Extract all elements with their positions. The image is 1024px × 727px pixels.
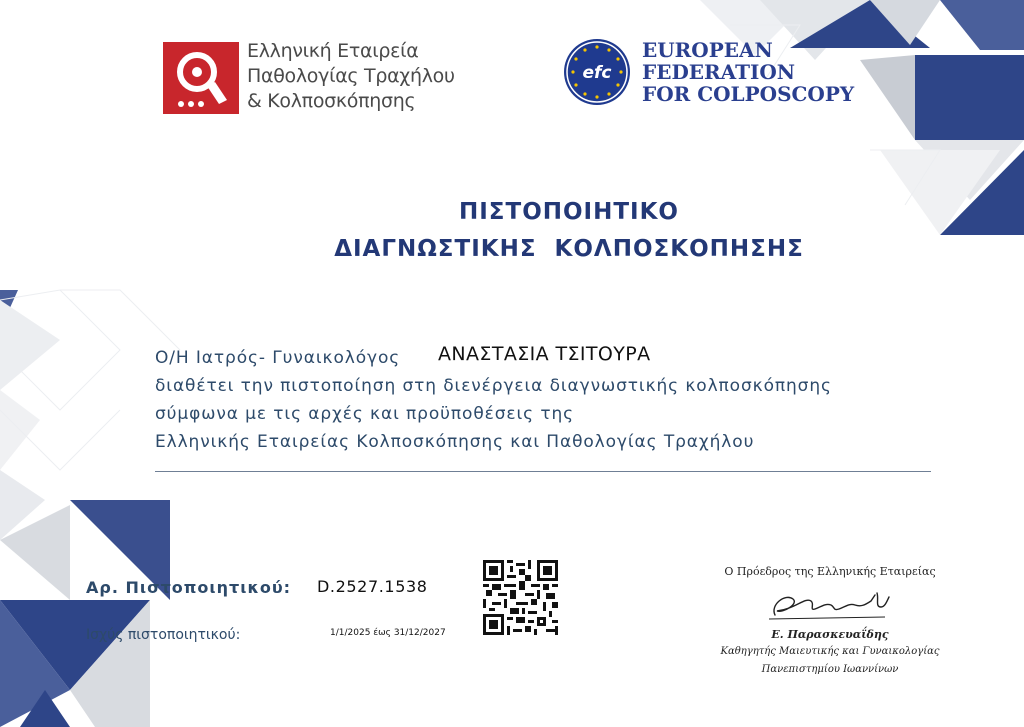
- hsptc-line3: & Κολποσκόπησης: [247, 90, 416, 112]
- signature-name: Ε. Παρασκευαΐδης: [771, 628, 889, 641]
- signature-role-line2: Πανεπιστημίου Ιωαννίνων: [761, 664, 899, 675]
- efc-logo-icon: [563, 38, 631, 106]
- certificate-number-value: D.2527.1538: [317, 577, 428, 596]
- doctor-name: ΑΝΑΣΤΑΣΙΑ ΤΣΙΤΟΥΡΑ: [438, 343, 651, 365]
- efc-badge-text: efc: [582, 63, 612, 83]
- validity-label: Ισχύς πιστοποιητικού:: [86, 627, 241, 643]
- left-triangles: [0, 290, 170, 727]
- hsptc-logo-icon: [163, 42, 239, 114]
- body-line-4: Ελληνικής Εταιρείας Κολποσκόπησης και Παθολογίας Τραχήλου: [155, 432, 755, 452]
- efc-line2: FEDERATION: [642, 60, 796, 84]
- handwritten-signature: [765, 585, 905, 625]
- certificate-number-label: Αρ. Πιστοποιητικού:: [86, 578, 292, 597]
- certificate-title-line1: ΠΙΣΤΟΠΟΙΗΤΙΚΟ: [459, 199, 679, 225]
- hsptc-line2: Παθολογίας Τραχήλου: [247, 65, 455, 87]
- validity-value: 1/1/2025 έως 31/12/2027: [330, 628, 446, 638]
- efc-logo-text: [642, 39, 854, 105]
- body-line-3: σύμφωνα με τις αρχές και προϋποθέσεις της: [155, 404, 575, 424]
- hsptc-line1: Ελληνική Εταιρεία: [247, 40, 419, 62]
- efc-line1: EUROPEAN: [642, 38, 773, 62]
- signature-role-line1: Καθηγητής Μαιευτικής και Γυναικολογίας: [720, 646, 940, 657]
- signature-title: Ο Πρόεδρος της Ελληνικής Εταιρείας: [724, 565, 936, 578]
- qr-code-icon: [483, 560, 558, 635]
- intro-text: Ο/Η Ιατρός- Γυναικολόγος: [155, 348, 401, 368]
- body-line-2: διαθέτει την πιστοποίηση στη διενέργεια διαγνωστικής κολποσκόπησης: [155, 376, 832, 396]
- hsptc-logo-text: [247, 39, 455, 114]
- divider-line: [155, 471, 931, 472]
- efc-line3: FOR COLPOSCOPY: [642, 82, 855, 106]
- certificate-title-line2: ΔΙΑΓΝΩΣΤΙΚΗΣ ΚΟΛΠΟΣΚΟΠΗΣΗΣ: [334, 236, 804, 262]
